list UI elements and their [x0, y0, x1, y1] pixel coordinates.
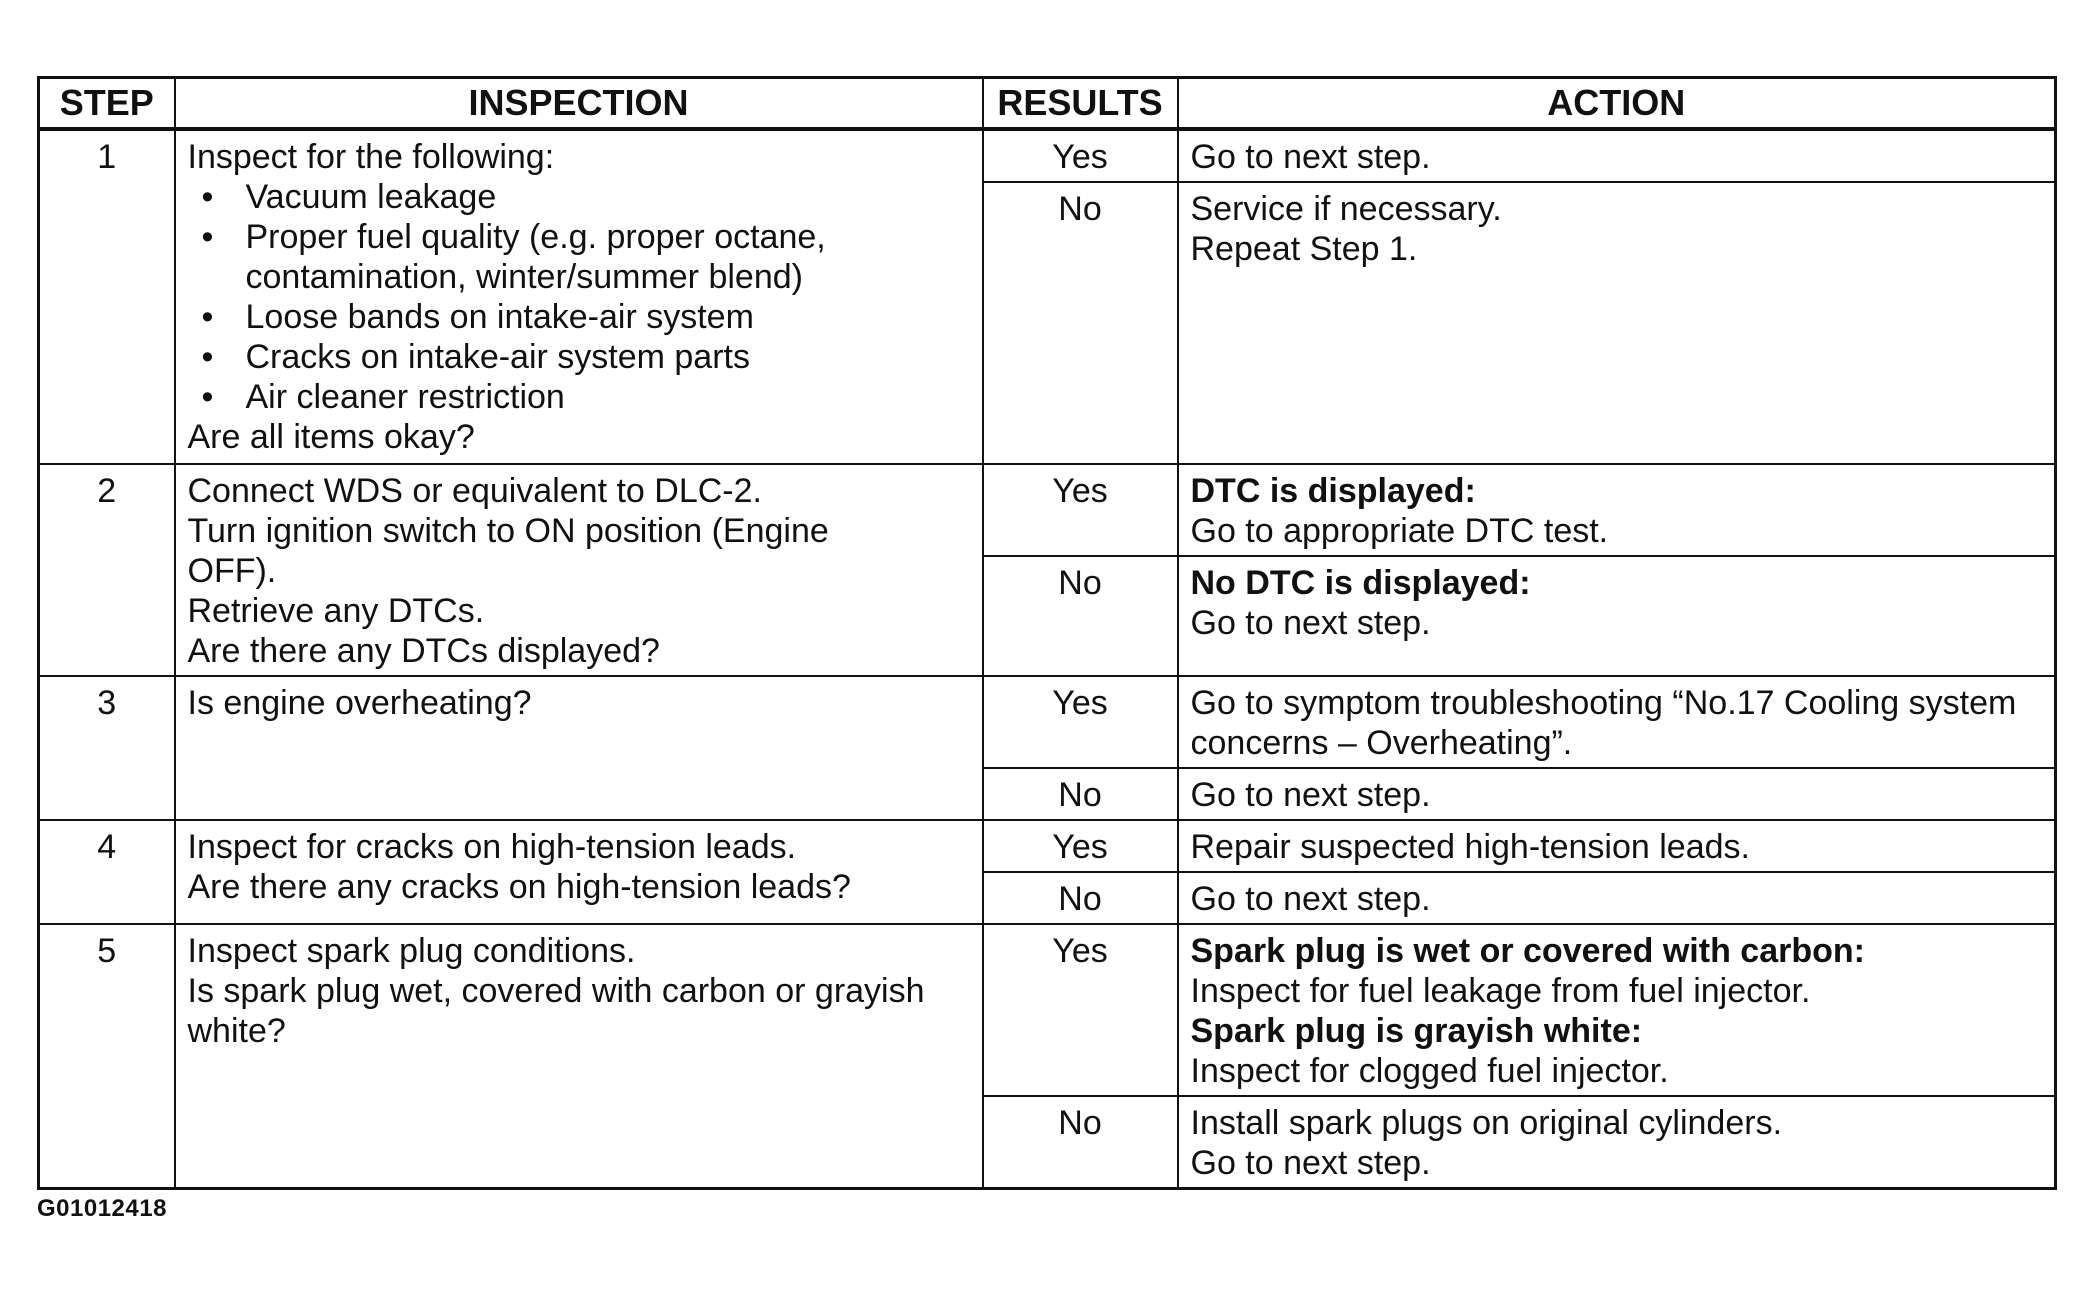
bullet-icon: •	[201, 298, 214, 336]
inspection-text: Inspect spark plug conditions.	[187, 932, 636, 970]
result-no: No	[983, 1096, 1178, 1189]
bullet-icon: •	[201, 338, 214, 376]
inspection-text: Turn ignition switch to ON position (Engine	[187, 512, 829, 550]
inspection-question: Are all items okay?	[187, 418, 475, 456]
inspection-list	[188, 177, 970, 417]
list-item	[188, 377, 970, 417]
action-heading: No DTC is displayed:	[1190, 564, 1531, 602]
action-text: Go to next step.	[1190, 1144, 1431, 1182]
action-cell	[1178, 1096, 2056, 1189]
action-text: Go to next step.	[1190, 604, 1431, 642]
action-text: Go to appropriate DTC test.	[1190, 512, 1609, 550]
inspection-text: Inspect for the following:	[187, 138, 555, 176]
result-yes: Yes	[983, 820, 1178, 872]
inspection-text: Inspect for cracks on high-tension leads.	[187, 828, 797, 866]
inspection-cell	[175, 129, 983, 464]
table-row	[39, 464, 2056, 556]
table-row	[39, 820, 2056, 872]
list-item-text: Air cleaner restriction	[245, 378, 565, 416]
inspection-cell	[175, 464, 983, 676]
list-item	[188, 337, 970, 377]
figure-code: G01012418	[37, 1195, 167, 1222]
result-yes: Yes	[983, 676, 1178, 768]
action-text: Inspect for fuel leakage from fuel injector.	[1190, 972, 1811, 1010]
diagnostic-table	[37, 76, 2057, 1190]
inspection-cell	[175, 924, 983, 1189]
inspection-text: OFF).	[187, 552, 277, 590]
action-cell	[1178, 676, 2056, 768]
step-number: 2	[39, 464, 175, 676]
action-cell	[1178, 924, 2056, 1096]
action-text: Go to symptom troubleshooting “No.17 Cooling system	[1190, 684, 2017, 722]
result-yes: Yes	[983, 924, 1178, 1096]
action-text: Service if necessary.	[1190, 190, 1502, 228]
header-results: RESULTS	[983, 78, 1178, 130]
inspection-cell	[175, 820, 983, 924]
bullet-icon: •	[201, 218, 214, 256]
inspection-text: Retrieve any DTCs.	[187, 592, 485, 630]
action-cell	[1178, 464, 2056, 556]
inspection-text: Is engine overheating?	[187, 684, 532, 722]
list-item-text: Proper fuel quality (e.g. proper octane,	[245, 218, 826, 256]
action-text: Repeat Step 1.	[1190, 230, 1418, 268]
step-number: 1	[39, 129, 175, 464]
inspection-text: Are there any DTCs displayed?	[187, 632, 660, 670]
result-no: No	[983, 556, 1178, 676]
list-item-text: Cracks on intake-air system parts	[245, 338, 750, 376]
step-number: 4	[39, 820, 175, 924]
list-item-text: contamination, winter/summer blend)	[245, 258, 803, 296]
list-item	[188, 297, 970, 337]
action-cell	[1178, 872, 2056, 924]
header-row	[39, 78, 2056, 130]
list-item-text: Loose bands on intake-air system	[245, 298, 754, 336]
action-text: Go to next step.	[1190, 776, 1431, 814]
action-text: Repair suspected high-tension leads.	[1190, 828, 1750, 866]
list-item-text: Vacuum leakage	[245, 178, 497, 216]
list-item	[188, 217, 970, 297]
result-no: No	[983, 768, 1178, 820]
result-no: No	[983, 872, 1178, 924]
table-row	[39, 924, 2056, 1096]
action-heading: Spark plug is wet or covered with carbon:	[1190, 932, 1865, 970]
inspection-cell	[175, 676, 983, 820]
result-yes: Yes	[983, 464, 1178, 556]
action-heading: Spark plug is grayish white:	[1190, 1012, 1643, 1050]
action-cell	[1178, 820, 2056, 872]
result-no: No	[983, 182, 1178, 464]
inspection-text: Are there any cracks on high-tension leads?	[187, 868, 851, 906]
header-step: STEP	[39, 78, 175, 130]
action-text: concerns – Overheating”.	[1190, 724, 1573, 762]
header-action: ACTION	[1178, 78, 2056, 130]
action-cell	[1178, 129, 2056, 182]
inspection-text: Connect WDS or equivalent to DLC-2.	[187, 472, 762, 510]
bullet-icon: •	[201, 178, 214, 216]
table-row	[39, 129, 2056, 182]
action-text: Inspect for clogged fuel injector.	[1190, 1052, 1669, 1090]
step-number: 5	[39, 924, 175, 1189]
action-cell	[1178, 768, 2056, 820]
action-cell	[1178, 556, 2056, 676]
inspection-text: Is spark plug wet, covered with carbon or grayish	[187, 972, 925, 1010]
action-heading: DTC is displayed:	[1190, 472, 1476, 510]
table-row	[39, 676, 2056, 768]
step-number: 3	[39, 676, 175, 820]
action-cell	[1178, 182, 2056, 464]
inspection-text: white?	[187, 1012, 286, 1050]
action-text: Go to next step.	[1190, 138, 1431, 176]
list-item	[188, 177, 970, 217]
action-text: Go to next step.	[1190, 880, 1431, 918]
result-yes: Yes	[983, 129, 1178, 182]
action-text: Install spark plugs on original cylinders.	[1190, 1104, 1783, 1142]
bullet-icon: •	[201, 378, 214, 416]
header-inspection: INSPECTION	[175, 78, 983, 130]
